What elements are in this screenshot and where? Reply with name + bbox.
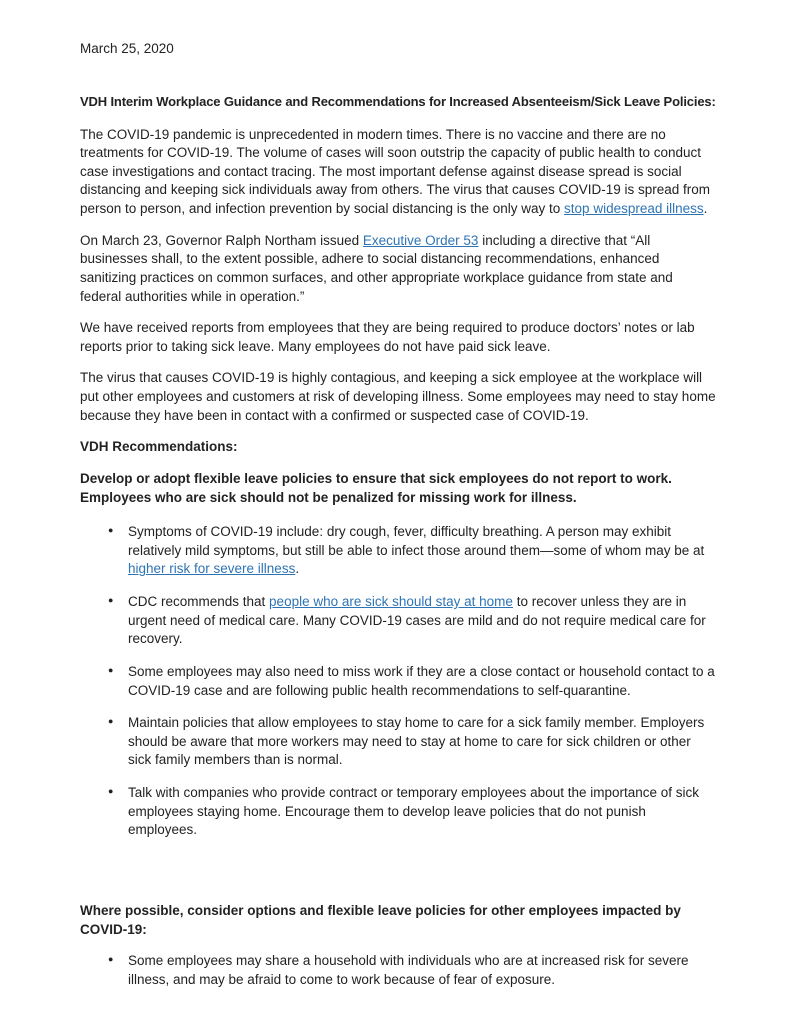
paragraph-text: including a directive that “All businesses shall, to the extent possible, adhere to social distancing recommendations, enhanced sanitizing practices on common surfaces, and other appropriate workplace guidance from state and federal authorities while in operation.” — [80, 232, 673, 304]
intro-paragraph-contagious: The virus that causes COVID-19 is highly contagious, and keeping a sick employee at the workplace will put other employees and customers at risk of developing illness. Some employees may need to stay home because they have been in contact with a confirmed or suspected case of COVID-19. — [80, 370, 716, 423]
other-employees-heading: Where possible, consider options and flexible leave policies for other employees impacted by COVID-19: — [80, 902, 681, 937]
stop-widespread-illness-link[interactable]: stop widespread illness — [564, 201, 704, 217]
bullet-household-risk: ● Some employees may share a household with individuals who are at increased risk for severe illness, and may be afraid to come to work because of fear of exposure. — [108, 952, 717, 989]
flexible-leave-lead-paragraph: Develop or adopt flexible leave policies to ensure that sick employees do not report to work. Employees who are sick should not be penalized for missing work for illness. — [80, 470, 672, 505]
document-title: VDH Interim Workplace Guidance and Recommendations for Increased Absenteeism/Sick Leave Policies: — [80, 93, 716, 109]
bullet-contract-employees: ● Talk with companies who provide contract or temporary employees about the importance of sick employees staying home. Encourage them to develop leave policies that do not punish employees. — [108, 784, 717, 840]
document-date: March 25, 2020 — [80, 41, 174, 56]
bullet-text: to recover unless they are in urgent need of medical care. Many COVID-19 cases are mild and do not require medical care for recovery. — [128, 594, 706, 647]
paragraph-text: The COVID-19 pandemic is unprecedented in modern times. There is no vaccine and there are no treatments for COVID-19. The volume of cases will soon outstrip the capacity of public health to conduct case investigations and contact tracing. The most important defense against disease spread is social distancing and keeping sick individuals away from others. The virus that causes COVID-19 is spread from person to person, and infection prevention by social distancing is the only way to — [80, 126, 711, 217]
bullet-cdc-stay-home — [108, 593, 717, 649]
bullet-family-care: ● Maintain policies that allow employees to stay home to care for a sick family member. Employers should be aware that more workers may need to stay at home to care for sick children or other sick family members than is normal. — [108, 714, 717, 770]
paragraph-text: . — [703, 201, 708, 217]
bullet-text: CDC recommends that — [128, 594, 270, 610]
intro-paragraph-executive-order — [80, 232, 717, 307]
higher-risk-severe-illness-link[interactable]: higher risk for severe illness — [128, 561, 296, 577]
paragraph-text: On March 23, Governor Ralph Northam issued — [80, 232, 363, 248]
intro-paragraph-doctors-notes: We have received reports from employees that they are being required to produce doctors’ notes or lab reports prior to taking sick leave. Many employees do not have paid sick leave. — [80, 320, 695, 354]
intro-paragraph-pandemic — [80, 126, 717, 219]
bullet-symptoms — [108, 523, 717, 579]
vdh-recommendations-heading: VDH Recommendations: — [80, 439, 238, 455]
executive-order-53-link[interactable]: Executive Order 53 — [362, 232, 479, 248]
bullet-text: . — [295, 561, 300, 577]
bullet-close-contact: ● Some employees may also need to miss work if they are a close contact or household contact to a COVID-19 case and are following public health recommendations to self-quarantine. — [108, 663, 717, 700]
bullet-text: Symptoms of COVID-19 include: dry cough, fever, difficulty breathing. A person may exhibit relatively mild symptoms, but still be able to infect those around them—some of whom may be at — [128, 524, 705, 558]
recommendations-bullet-list — [80, 523, 717, 840]
sick-stay-at-home-link[interactable]: people who are sick should stay at home — [269, 594, 513, 610]
other-employees-bullet-list — [80, 952, 717, 989]
